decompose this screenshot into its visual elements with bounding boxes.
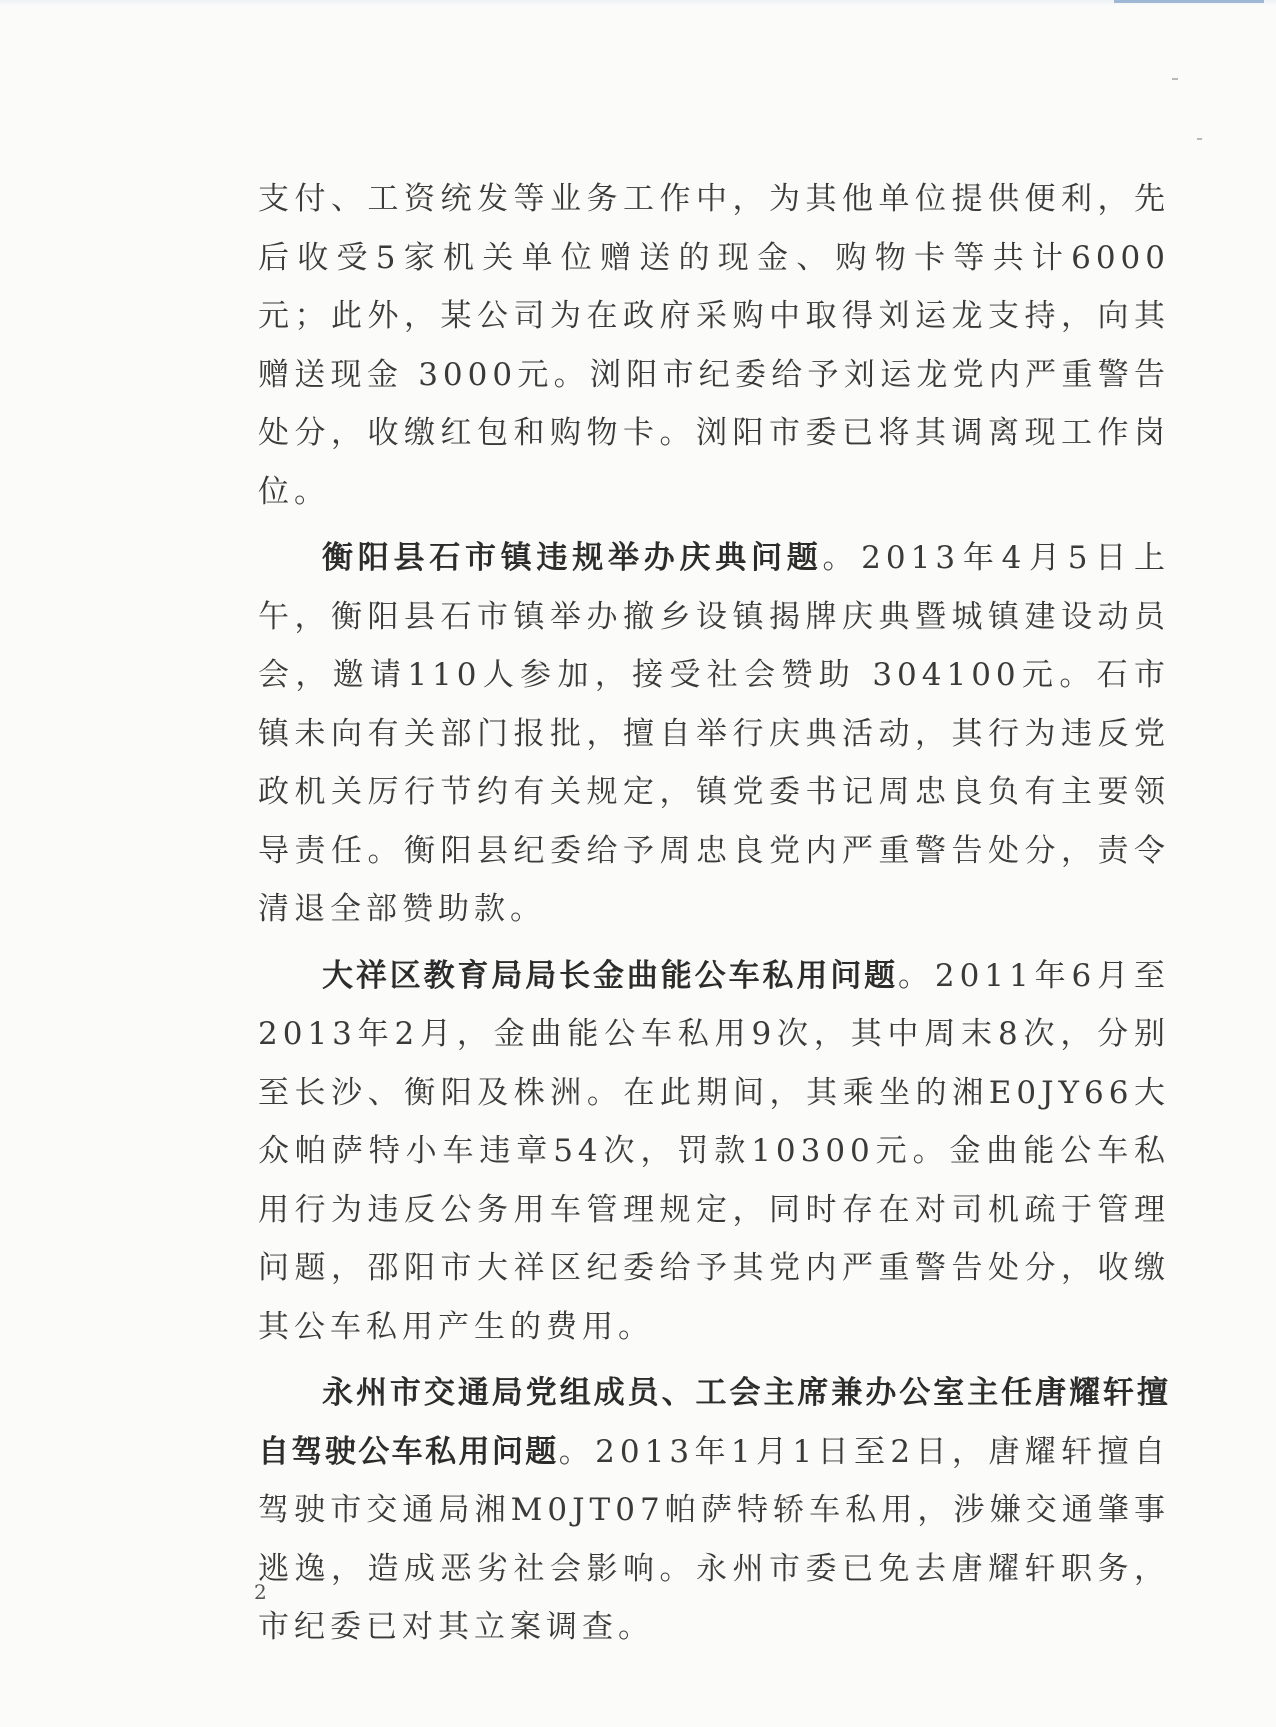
paragraph-liu-yunlong (258, 170, 1170, 521)
paragraph-body: 。2011年6月至2013年2月，金曲能公车私用9次，其中周末8次，分别至长沙、衡阳及株洲。在此期间，其乘坐的湘E0JY66大众帕萨特小车违章54次，罚款10300元。金曲能公车私用行为违反公务用车管理规定，同时存在对司机疏于管理问题，邵阳市大祥区纪委给予其党内严重警告处分，收缴其公车私用产生的费用。 (258, 957, 1171, 1345)
paragraph-body: 支付、工资统发等业务工作中，为其他单位提供便利，先后收受5家机关单位赠送的现金、购物卡等共计6000元；此外，某公司为在政府采购中取得刘运龙支持，向其赠送现金 3000元。浏阳市纪委给予刘运龙党内严重警告处分，收缴红包和购物卡。浏阳市委已将其调离现工作岗位。 (258, 181, 1170, 510)
paragraph-body: 。2013年4月5日上午，衡阳县石市镇举办撤乡设镇揭牌庆典暨城镇建设动员会，邀请110人参加，接受社会赞助 304100元。石市镇未向有关部门报批，擅自举行庆典活动，其行为违反党政机关厉行节约有关规定，镇党委书记周忠良负有主要领导责任。衡阳县纪委给予周忠良党内严重警告处分，责令清退全部赞助款。 (258, 540, 1170, 927)
paragraph-daxiang-car-misuse (258, 947, 1170, 1357)
paragraph-body: 。2013年1月1日至2日，唐耀轩擅自驾驶市交通局湘M0JT07帕萨特轿车私用，涉嫌交通肇事逃逸，造成恶劣社会影响。永州市委已免去唐耀轩职务，市纪委已对其立案调查。 (258, 1433, 1171, 1645)
scan-edge (0, 0, 1276, 6)
paragraph-heading: 衡阳县石市镇违规举办庆典问题 (322, 540, 823, 576)
page-number: 2 (254, 1580, 267, 1604)
paragraph-heading: 大祥区教育局局长金曲能公车私用问题 (322, 957, 898, 994)
document-body (258, 170, 1170, 1657)
paragraph-heading: 永州市交通局党组成员、工会主席兼办公室主任唐耀轩擅自驾驶公车私用问题 (258, 1375, 1170, 1470)
scan-speck (1172, 78, 1178, 80)
paragraph-hengyang-celebration (258, 529, 1170, 939)
paragraph-yongzhou-car-misuse (258, 1364, 1170, 1657)
scan-mark (1114, 0, 1264, 3)
scan-speck (1197, 138, 1202, 140)
